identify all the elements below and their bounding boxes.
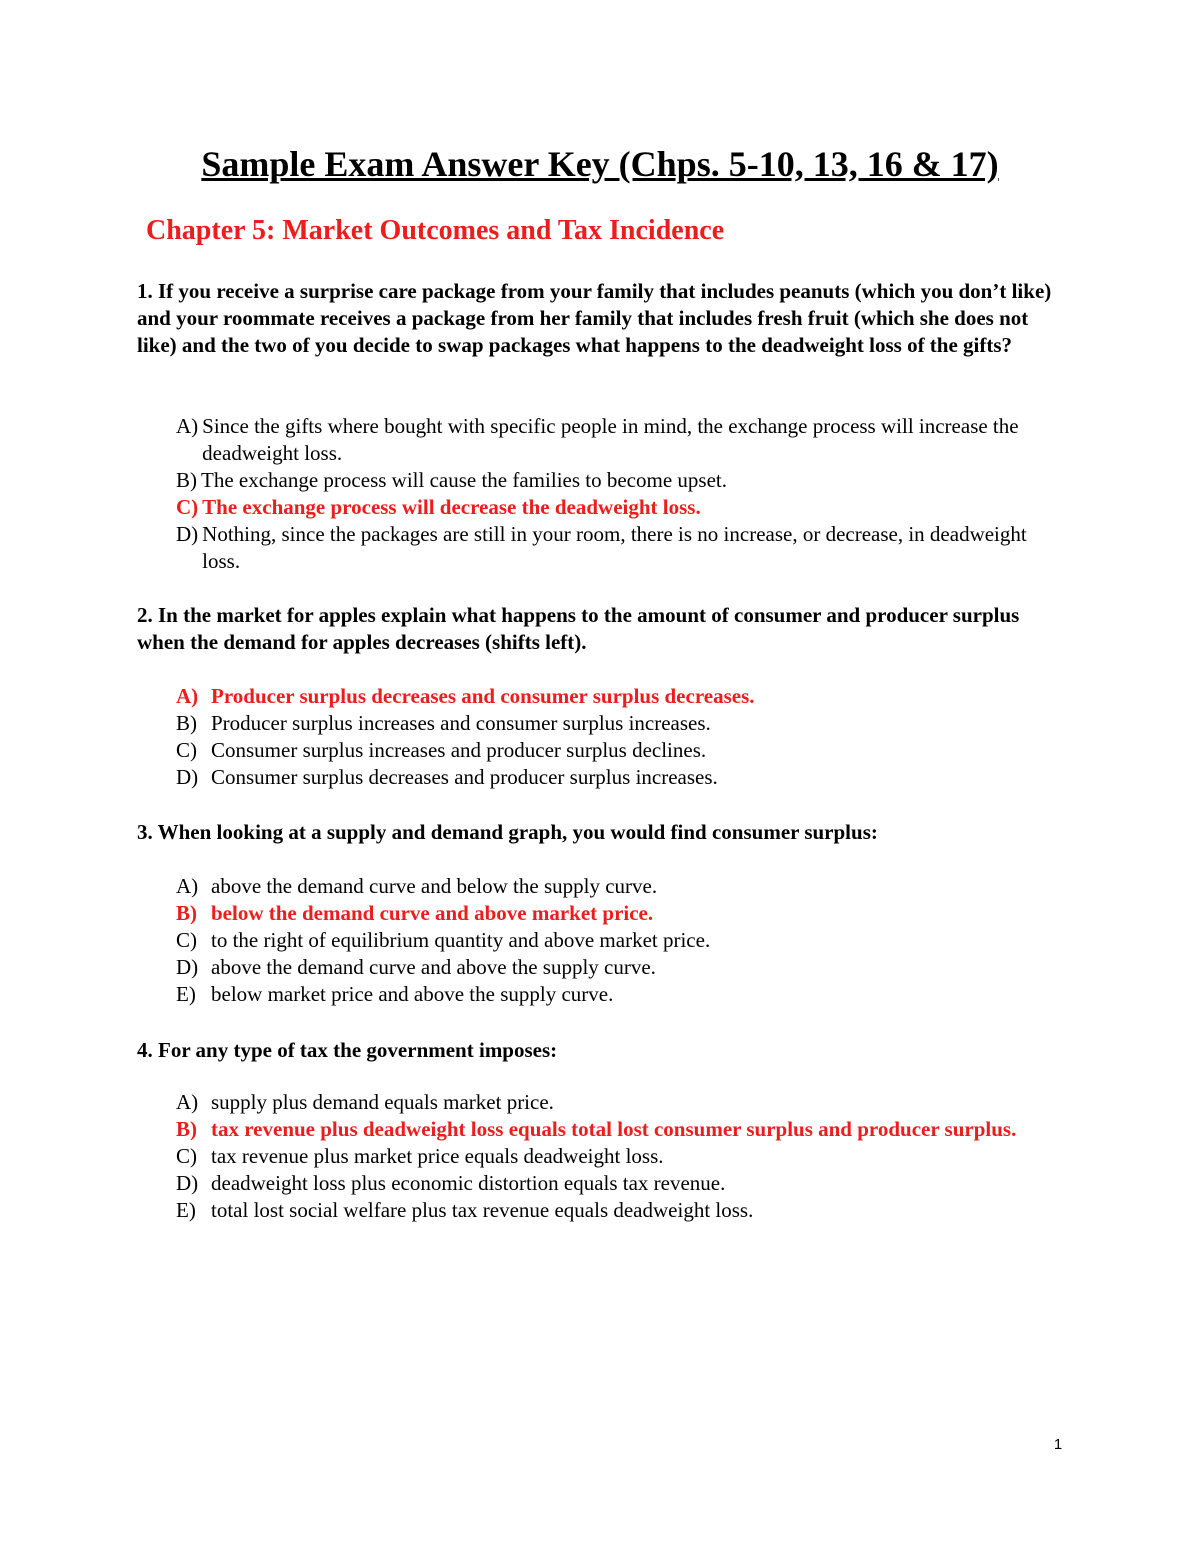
option-text: The exchange process will decrease the deadweight loss. (202, 495, 701, 519)
option-letter: C) (176, 738, 197, 762)
option-3a (176, 873, 1056, 900)
page-title: Sample Exam Answer Key (Chps. 5-10, 13, 16 & 17) (201, 144, 999, 184)
option-text: supply plus demand equals market price. (211, 1090, 554, 1114)
option-letter: E) (176, 982, 196, 1006)
option-text: below the demand curve and above market price. (211, 901, 654, 925)
question-2-options (176, 683, 1056, 791)
option-3b-correct (176, 900, 1056, 927)
option-text: tax revenue plus deadweight loss equals total lost consumer surplus and producer surplus. (211, 1117, 1017, 1141)
option-text: The exchange process will cause the families to become upset. (201, 468, 727, 492)
option-4c (176, 1143, 1056, 1170)
question-1: 1. If you receive a surprise care package from your family that includes peanuts (which you don’t like) and your roommate receives a package from her family that includes fresh fruit (which she does not like) and the two of you decide to swap packages what happens to the deadweight loss of the gifts? (137, 279, 1052, 357)
option-letter: D) (176, 765, 199, 789)
option-letter: D) (176, 955, 199, 979)
option-letter: A) (176, 414, 199, 438)
option-letter: D) (176, 522, 199, 546)
option-text: Nothing, since the packages are still in your room, there is no increase, or decrease, in deadweight loss. (202, 522, 1027, 573)
option-2d (176, 764, 1056, 791)
option-letter: B) (176, 1117, 197, 1141)
option-1a (176, 413, 1056, 467)
option-text: to the right of equilibrium quantity and above market price. (211, 928, 711, 952)
option-2b (176, 710, 1056, 737)
option-text: deadweight loss plus economic distortion equals tax revenue. (211, 1171, 726, 1195)
option-text: Since the gifts where bought with specific people in mind, the exchange process will increase the deadweight loss. (202, 414, 1019, 465)
question-3: 3. When looking at a supply and demand graph, you would find consumer surplus: (137, 820, 878, 844)
option-text: Consumer surplus decreases and producer surplus increases. (211, 765, 718, 789)
option-text: above the demand curve and above the supply curve. (211, 955, 656, 979)
option-letter: B) (176, 901, 197, 925)
option-1c-correct (176, 494, 1056, 521)
option-text: above the demand curve and below the supply curve. (211, 874, 658, 898)
option-letter: E) (176, 1198, 196, 1222)
option-3c (176, 927, 1056, 954)
question-3-options (176, 873, 1056, 1008)
option-1d (176, 521, 1056, 575)
option-letter: C) (176, 928, 197, 952)
option-4d (176, 1170, 1056, 1197)
question-4-options (176, 1089, 1056, 1224)
option-letter: B) (176, 711, 197, 735)
option-letter: B) (176, 468, 197, 492)
option-2c (176, 737, 1056, 764)
option-4a (176, 1089, 1056, 1116)
option-letter: C) (176, 495, 199, 519)
option-text: Consumer surplus increases and producer surplus declines. (211, 738, 707, 762)
option-4e (176, 1197, 1056, 1224)
option-3e (176, 981, 1056, 1008)
option-letter: A) (176, 874, 199, 898)
question-2: 2. In the market for apples explain what happens to the amount of consumer and producer surplus when the demand for apples decreases (shifts left). (137, 603, 1020, 654)
option-3d (176, 954, 1056, 981)
option-letter: A) (176, 1090, 199, 1114)
option-text: below market price and above the supply curve. (211, 982, 614, 1006)
option-letter: D) (176, 1171, 199, 1195)
question-4: 4. For any type of tax the government imposes: (137, 1038, 558, 1062)
option-letter: C) (176, 1144, 197, 1168)
option-2a-correct (176, 683, 1056, 710)
chapter-heading: Chapter 5: Market Outcomes and Tax Incidence (146, 215, 725, 246)
option-4b-correct (176, 1116, 1056, 1143)
option-text: Producer surplus decreases and consumer surplus decreases. (211, 684, 755, 708)
option-letter: A) (176, 684, 199, 708)
option-text: total lost social welfare plus tax revenue equals deadweight loss. (211, 1198, 754, 1222)
page-number: 1 (1053, 1436, 1063, 1453)
option-text: tax revenue plus market price equals deadweight loss. (211, 1144, 664, 1168)
question-1-options (176, 413, 1056, 575)
option-1b (176, 467, 1056, 494)
option-text: Producer surplus increases and consumer surplus increases. (211, 711, 711, 735)
